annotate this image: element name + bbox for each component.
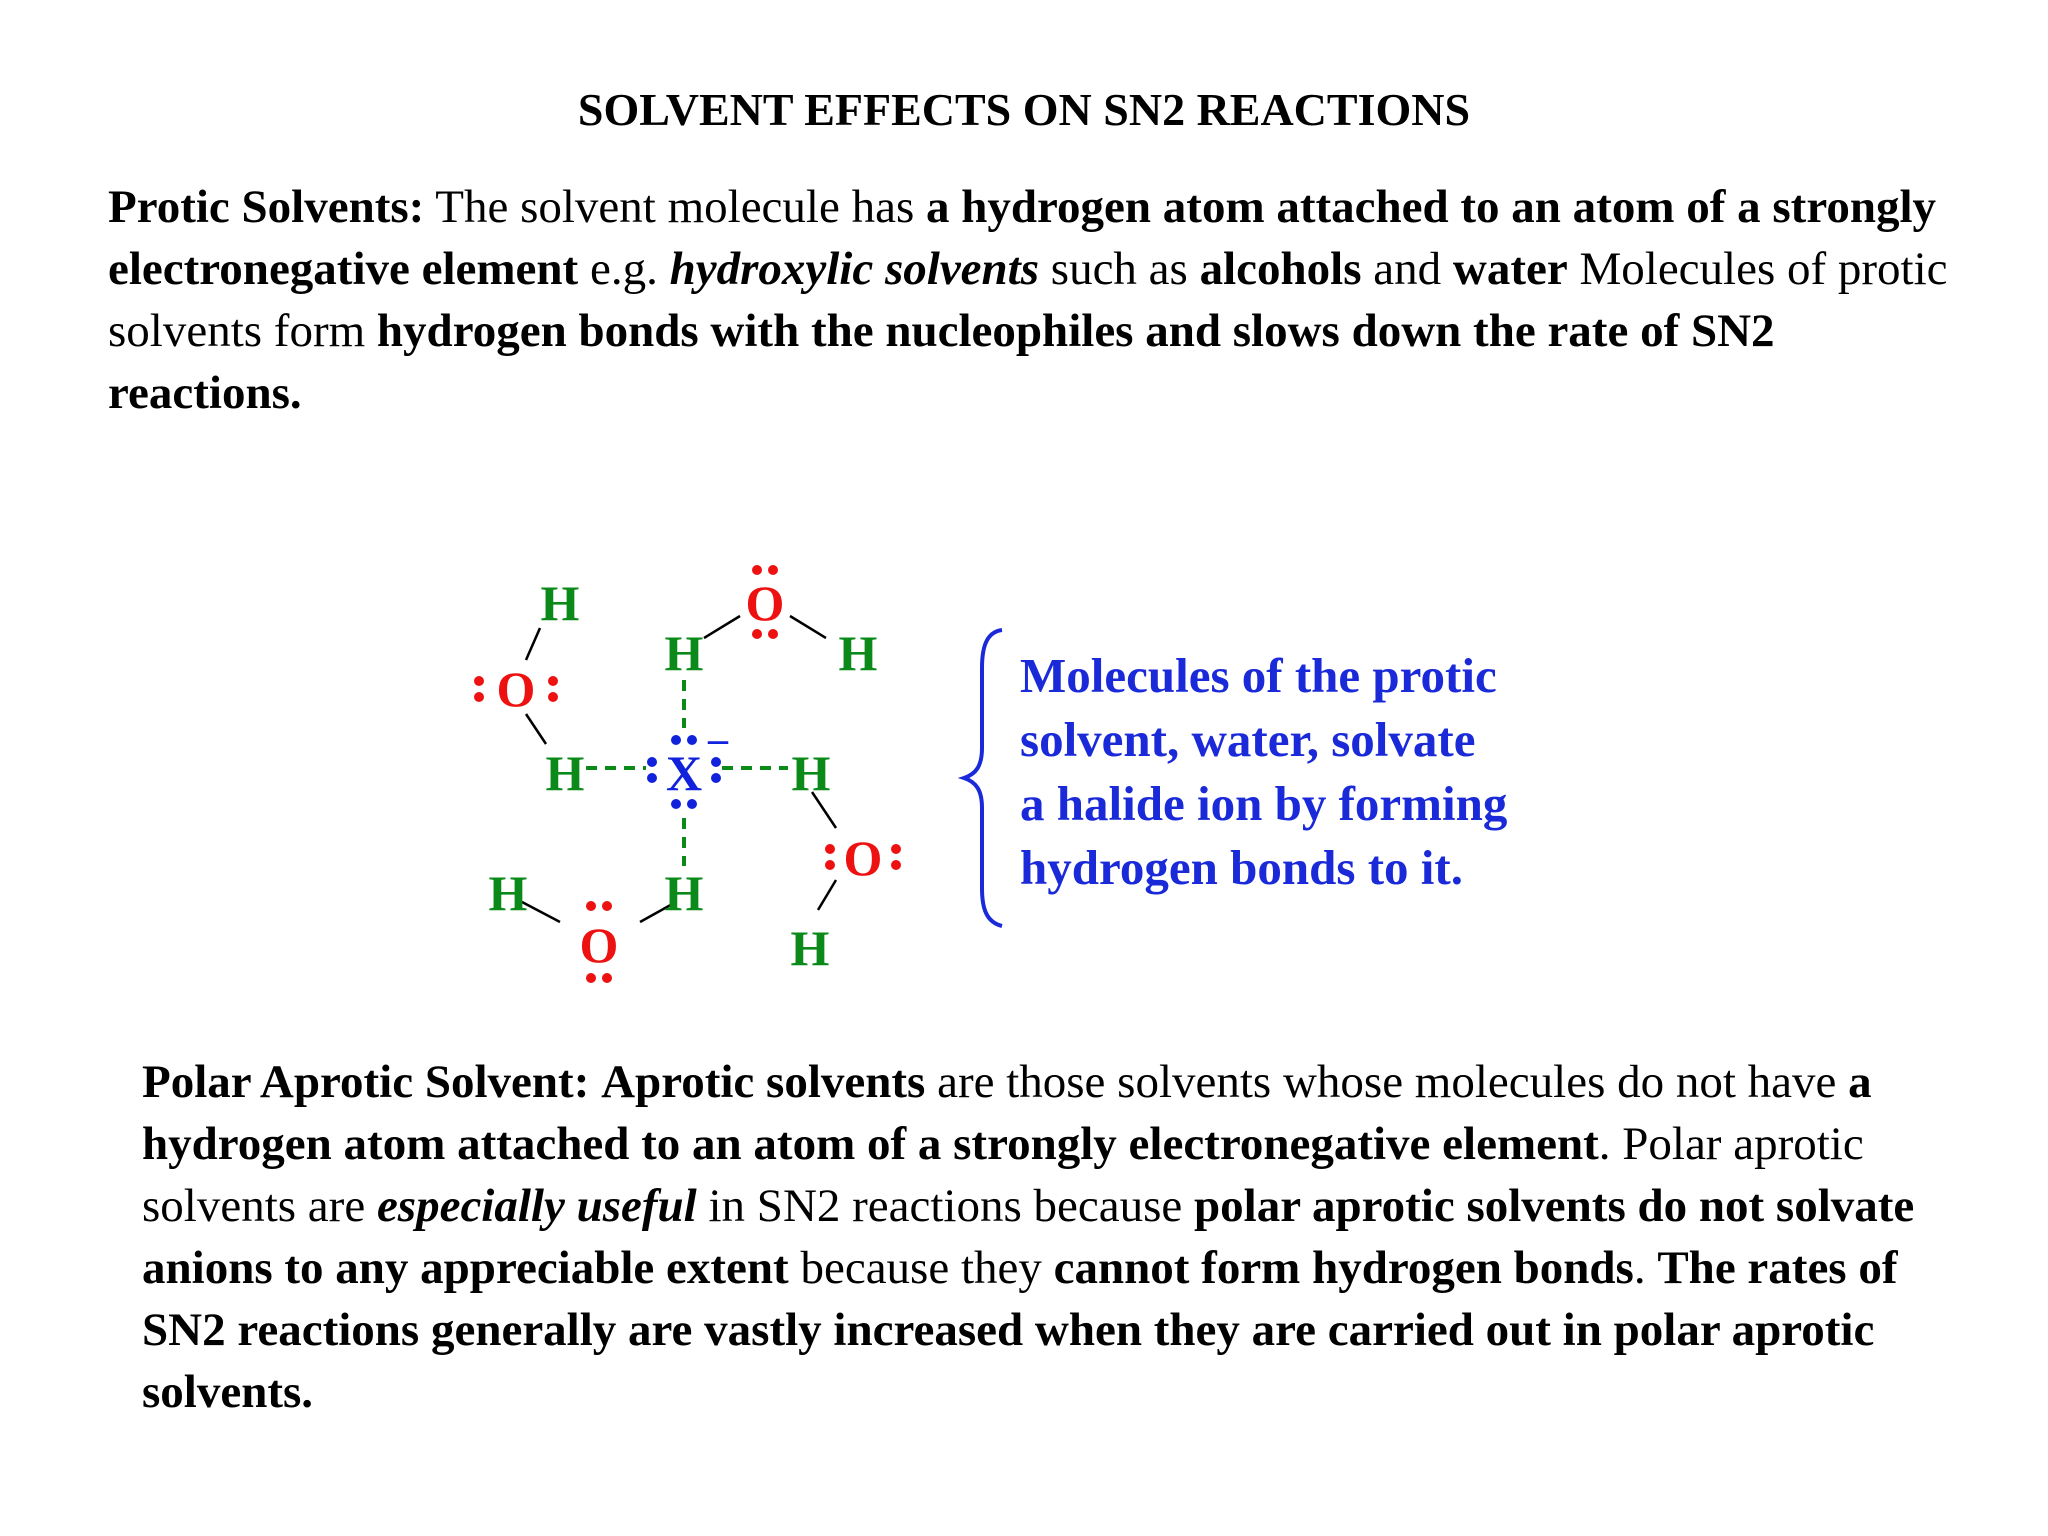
- atom-h3: H: [664, 625, 704, 681]
- protic-text-1: The solvent molecule has: [424, 181, 926, 233]
- atom-h7: H: [791, 745, 831, 801]
- protic-text-4: and: [1361, 243, 1453, 295]
- atom-h6: H: [664, 865, 704, 921]
- bond-o2-h4: [790, 616, 826, 638]
- aprotic-text-2: . Polar aprotic solvents are: [142, 1118, 1864, 1232]
- bond-h3-o2: [704, 616, 740, 638]
- halide-charge: –: [708, 716, 728, 761]
- protic-bold-water: water: [1452, 243, 1568, 295]
- atom-h5: H: [488, 865, 528, 921]
- curly-brace: [964, 630, 1002, 926]
- aprotic-bold-1: Aprotic solvents: [601, 1056, 926, 1108]
- atom-h4: H: [838, 625, 878, 681]
- atom-h8: H: [790, 920, 830, 976]
- aprotic-bold-2: a hydrogen atom attached to an atom of a strongly electronegative element: [142, 1056, 1872, 1170]
- caption-line-1: Molecules of the protic: [1020, 648, 1497, 703]
- polar-aprotic-paragraph: [142, 1051, 1982, 1423]
- protic-text-3: such as: [1039, 243, 1200, 295]
- caption-line-2: solvent, water, solvate: [1020, 712, 1476, 767]
- aprotic-bold-5: The rates of SN2 reactions generally are vastly increased when they are carried out in polar aprotic solvents.: [142, 1242, 1898, 1418]
- protic-label: Protic Solvents:: [108, 181, 425, 233]
- atom-x-halide: X: [665, 745, 703, 801]
- caption-line-4: hydrogen bonds to it.: [1020, 840, 1463, 895]
- bond-o4-h8: [818, 880, 836, 910]
- protic-text-5: Molecules of protic solvents form: [108, 243, 1948, 357]
- aprotic-text-3: in SN2 reactions because: [696, 1180, 1195, 1232]
- bond-h5-o3: [522, 902, 560, 922]
- protic-italic-1: hydroxylic solvents: [669, 243, 1040, 295]
- aprotic-text-0: [589, 1056, 601, 1108]
- aprotic-label: Polar Aprotic Solvent:: [142, 1056, 590, 1108]
- protic-bold-2: hydrogen bonds with the nucleophiles and slows down the rate of SN2 reactions.: [108, 305, 1775, 419]
- atom-h2: H: [545, 745, 585, 801]
- caption-line-3: a halide ion by forming: [1020, 776, 1508, 831]
- aprotic-bold-3: polar aprotic solvents do not solvate anions to any appreciable extent: [142, 1180, 1915, 1294]
- aprotic-bold-4: cannot form hydrogen bonds: [1053, 1242, 1634, 1294]
- protic-bold-alcohols: alcohols: [1199, 243, 1362, 295]
- atom-h1: H: [540, 575, 580, 631]
- protic-bold-1: a hydrogen atom attached to an atom of a strongly electronegative element: [108, 181, 1937, 295]
- atom-o2: O: [745, 575, 785, 631]
- bond-h1-o1: [526, 628, 540, 660]
- aprotic-italic-1: especially useful: [376, 1180, 697, 1232]
- aprotic-text-1: are those solvents whose molecules do not have: [925, 1056, 1849, 1108]
- aprotic-text-4: because they: [788, 1242, 1054, 1294]
- atom-o1: O: [496, 661, 536, 717]
- atom-o4: O: [843, 830, 883, 886]
- bond-o1-h2: [526, 714, 546, 744]
- atom-o3: O: [579, 917, 619, 973]
- page-title: SOLVENT EFFECTS ON SN2 REACTIONS: [577, 84, 1471, 135]
- aprotic-text-5: .: [1633, 1242, 1658, 1294]
- protic-text-2: e.g.: [578, 243, 670, 295]
